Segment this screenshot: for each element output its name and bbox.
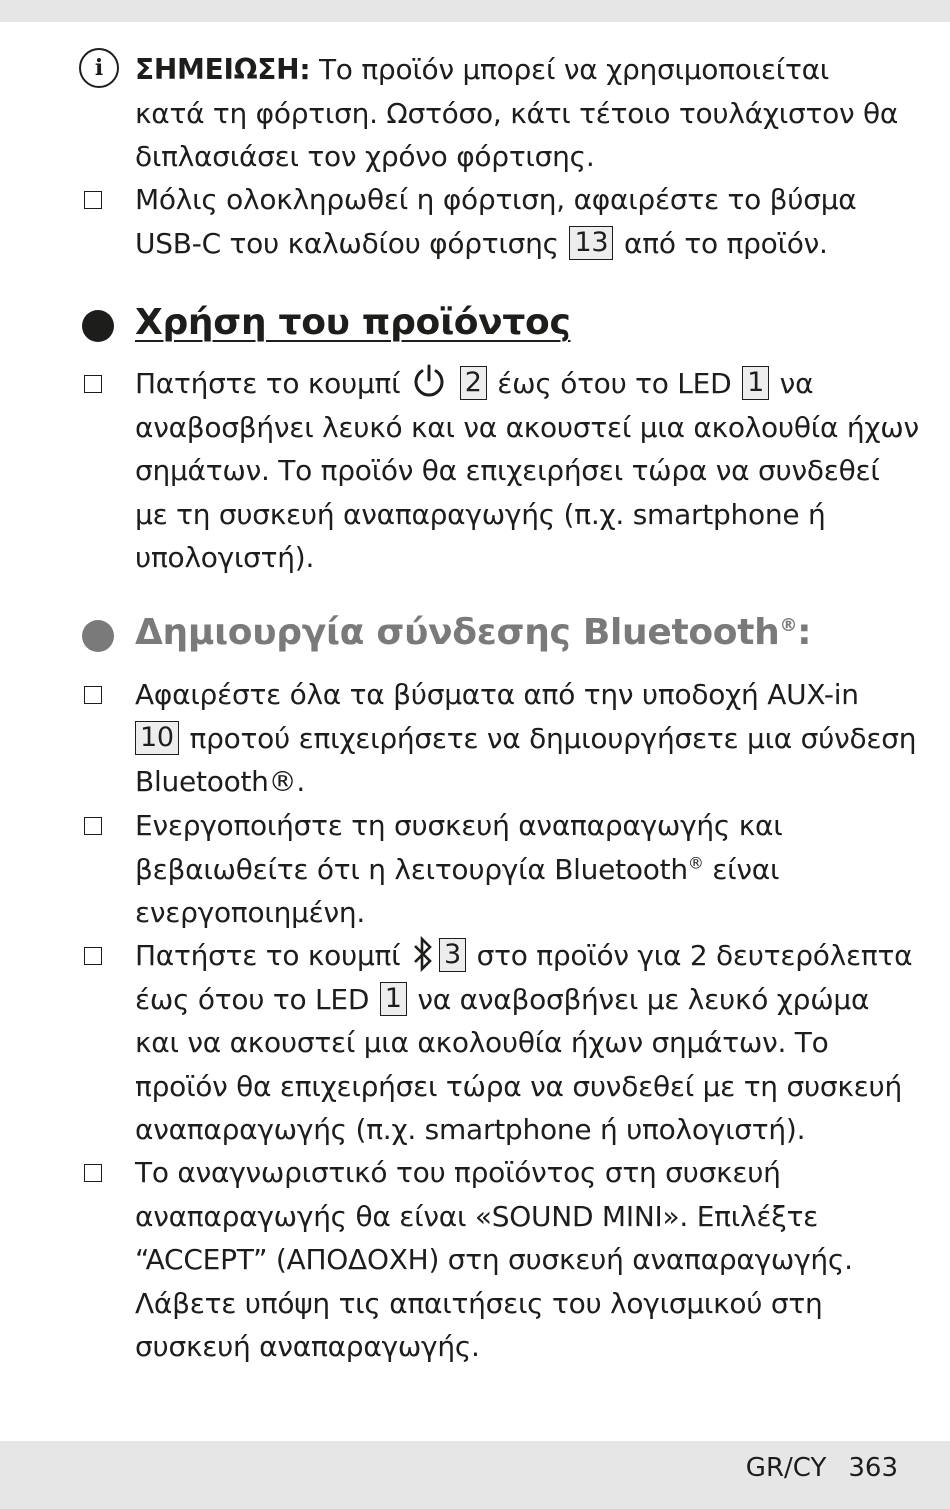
info-icon: i <box>79 48 119 88</box>
bt-step-3-text-a: Πατήστε το κουμπί <box>135 939 401 972</box>
use-step-1-line-3: σημάτων. Το προϊόν θα επιχειρήσει τώρα να συνδεθεί <box>135 454 880 487</box>
use-step-1-text-c: να <box>779 367 814 400</box>
bt-step-2-line-2 <box>135 848 925 892</box>
step-remove-plug-text-end: από το προϊόν. <box>624 226 828 260</box>
ref-number-box: 3 <box>439 938 466 972</box>
registered-mark: ® <box>687 853 704 873</box>
bt-step-1 <box>135 673 925 804</box>
bt-step-3-text-b: στο προϊόν για 2 δευτερόλεπτα <box>476 939 913 972</box>
ref-number-box: 2 <box>460 366 487 400</box>
bt-step-2-line-1: Ενεργοποιήστε τη συσκευή αναπαραγωγής και <box>135 809 783 842</box>
bt-step-2 <box>135 804 925 935</box>
checkbox-icon <box>84 191 102 209</box>
bt-step-3-line-2 <box>135 978 925 1022</box>
top-band <box>0 0 950 22</box>
checkbox-icon <box>84 686 102 704</box>
use-step-1-line-5: υπολογιστή). <box>135 541 315 574</box>
bt-step-3-line-4: προϊόν θα επιχειρήσει τώρα να συνδεθεί με τη συσκευή <box>135 1069 902 1103</box>
note-label: ΣΗΜΕΙΩΣΗ: <box>135 53 311 86</box>
bullet-icon <box>82 310 114 342</box>
bt-step-2-text-a: βεβαιωθείτε ότι η λειτουργία Bluetooth <box>135 852 688 886</box>
bt-step-1-line-1: Αφαιρέστε όλα τα βύσματα από την υποδοχή AUX-in <box>135 678 859 711</box>
checkbox-icon <box>84 1164 102 1182</box>
bt-step-2-text-b: είναι <box>712 852 780 886</box>
use-step-1-text-b: έως ότου το LED <box>497 367 732 400</box>
bullet-icon <box>82 620 114 652</box>
bt-step-1-text: προτού επιχειρήσετε να δημιουργήσετε μια σύνδεση <box>189 721 917 755</box>
bt-step-4-line-4: Λάβετε υπόψη τις απαιτήσεις του λογισμικού στη <box>135 1286 823 1320</box>
footer-locale: GR/CY <box>745 1453 827 1483</box>
bt-step-3-line-3: και να ακουστεί μια ακολουθία ήχων σημάτων. Το <box>135 1026 829 1059</box>
bt-step-4-line-1: Το αναγνωριστικό του προϊόντος στη συσκευή <box>135 1156 781 1189</box>
bt-step-1-line-2 <box>135 717 925 761</box>
bluetooth-icon <box>411 935 435 973</box>
checkbox-icon <box>84 947 102 965</box>
bt-step-4-line-5: συσκευή αναπαραγωγής. <box>135 1330 480 1363</box>
section-title-bluetooth-suffix: : <box>797 612 812 653</box>
step-remove-plug-text: USB-C του καλωδίου φόρτισης <box>135 226 559 260</box>
use-step-1-line-1 <box>135 362 925 406</box>
section-title-bluetooth <box>135 612 811 653</box>
step-remove-plug-line-2 <box>135 222 925 266</box>
registered-mark: ® <box>779 615 798 636</box>
note-line-1 <box>135 48 925 92</box>
page-number: 363 <box>848 1453 898 1483</box>
use-step-1-line-2: αναβοσβήνει λευκό και να ακουστεί μια ακολουθία ήχων <box>135 410 919 444</box>
bt-step-4-line-2: αναπαραγωγής θα είναι «SOUND MINI». Επιλέξτε <box>135 1199 819 1233</box>
step-remove-plug-line-1: Μόλις ολοκληρωθεί η φόρτιση, αφαιρέστε το βύσμα <box>135 183 857 216</box>
bt-step-3-line-1 <box>135 934 925 978</box>
bt-step-2-line-3: ενεργοποιημένη. <box>135 896 366 929</box>
power-icon <box>411 363 447 399</box>
ref-number-box: 1 <box>742 366 769 400</box>
ref-number-box: 10 <box>135 721 179 755</box>
use-step-1-text-a: Πατήστε το κουμπί <box>135 367 401 400</box>
bt-step-3-text-c: έως ότου το LED <box>135 982 370 1016</box>
bt-step-3-text-d: να αναβοσβήνει με λευκό χρώμα <box>417 982 870 1016</box>
note-line-2: κατά τη φόρτιση. Ωστόσο, κάτι τέτοιο τουλάχιστον θα <box>135 96 899 130</box>
use-step-1 <box>135 362 925 580</box>
bt-step-3-line-5: αναπαραγωγής (π.χ. smartphone ή υπολογιστή). <box>135 1113 806 1146</box>
footer-text <box>746 1453 898 1483</box>
use-step-1-line-4: με τη συσκευή αναπαραγωγής (π.χ. smartphone ή <box>135 497 826 531</box>
checkbox-icon <box>84 817 102 835</box>
bt-step-1-line-3: Bluetooth®. <box>135 765 306 798</box>
bt-step-3 <box>135 934 925 1152</box>
note-line-3: διπλασιάσει τον χρόνο φόρτισης. <box>135 140 595 173</box>
ref-number-box: 1 <box>380 982 407 1016</box>
ref-number-box: 13 <box>569 226 613 260</box>
bt-step-4 <box>135 1151 925 1369</box>
checkbox-icon <box>84 375 102 393</box>
page-footer <box>0 1441 950 1509</box>
bt-step-4-line-3: “ACCEPT” (ΑΠΟΔΟΧΗ) στη συσκευή αναπαραγωγής. <box>135 1243 853 1276</box>
step-remove-plug <box>135 178 925 265</box>
note-text-1: Το προϊόν μπορεί να χρησιμοποιείται <box>318 53 830 86</box>
section-title-use: Χρήση του προϊόντος <box>135 302 571 343</box>
note-block <box>135 48 925 179</box>
section-title-bluetooth-text: Δημιουργία σύνδεσης Bluetooth <box>135 612 780 653</box>
